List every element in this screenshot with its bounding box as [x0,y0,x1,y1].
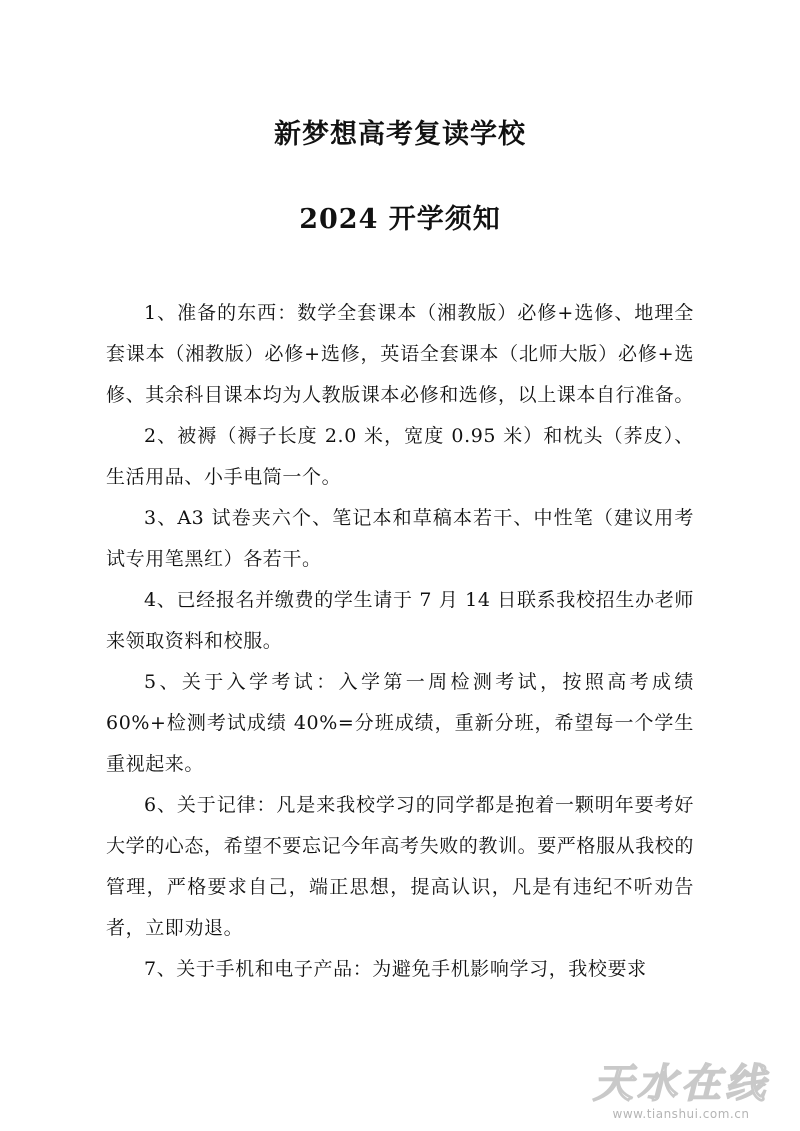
document-title: 新梦想高考复读学校 [274,119,526,150]
document-subtitle: 2024 开学须知 [299,204,501,235]
paragraph-item-4: 4、已经报名并缴费的学生请于 7 月 14 日联系我校招生办老师来领取资料和校服。 [106,589,694,652]
watermark-url: www.tianshui.com.cn [612,1107,750,1121]
document-body [106,293,694,990]
paragraph-item-6: 6、关于记律：凡是来我校学习的同学都是抱着一颗明年要考好大学的心态，希望不要忘记今年高考失败的教训。要严格服从我校的管理，严格要求自己，端正思想，提高认识，凡是有违纪不听劝告者，立即劝退。 [106,794,695,939]
paragraph-item-2: 2、被褥（褥子长度 2.0 米，宽度 0.95 米）和枕头（荞皮）、生活用品、小手电筒一个。 [106,425,694,488]
paragraph-item-5: 5、关于入学考试：入学第一周检测考试，按照高考成绩 60%+检测考试成绩 40%=分班成绩，重新分班，希望每一个学生重视起来。 [106,671,694,775]
paragraph-item-7: 7、关于手机和电子产品：为避免手机影响学习，我校要求 [144,958,647,980]
site-watermark [576,1061,786,1121]
watermark-logo: 天水在线 [593,1061,769,1107]
paragraph-item-1: 1、准备的东西：数学全套课本（湘教版）必修+选修、地理全套课本（湘教版）必修+选修，英语全套课本（北师大版）必修+选修、其余科目课本均为人教版课本必修和选修，以上课本自行准备。 [106,302,695,406]
paragraph-item-3: 3、A3 试卷夹六个、笔记本和草稿本若干、中性笔（建议用考试专用笔黑红）各若干。 [106,507,694,570]
